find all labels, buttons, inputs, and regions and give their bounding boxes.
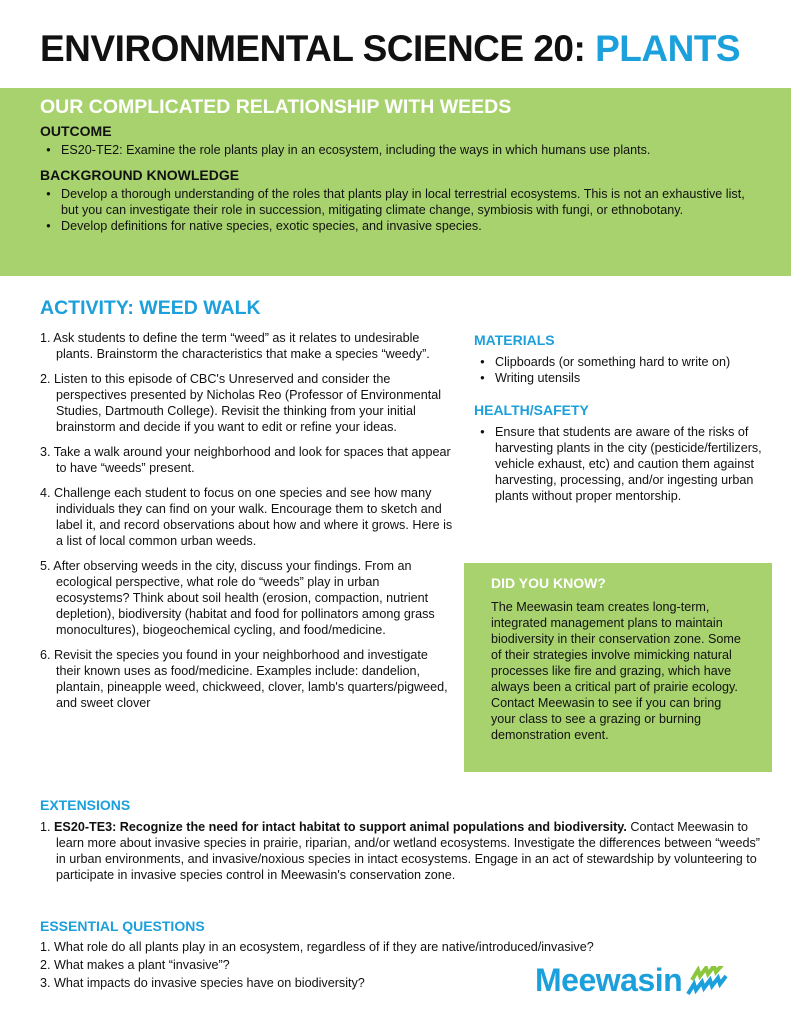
list-item: ● Ensure that students are aware of the risks of harvesting plants in the city (pesticide/fertilizers, vehicle exhaust, etc) and caution them against harvesting, processing, and/or ingesting urban plants without proper mentorship. <box>474 424 774 504</box>
extension-outcome: ES20-TE3: Recognize the need for intact habitat to support animal populations and biodiversity. <box>54 820 627 834</box>
section-heading: OUR COMPLICATED RELATIONSHIP WITH WEEDS <box>40 96 512 118</box>
outcome-list <box>40 142 751 158</box>
background-list <box>40 186 751 234</box>
question: 3. What impacts do invasive species have on biodiversity? <box>40 976 365 990</box>
dyk-heading: DID YOU KNOW? <box>491 575 606 591</box>
list-item: ● ES20-TE2: Examine the role plants play in an ecosystem, including the ways in which humans use plants. <box>40 142 751 158</box>
activity-heading: ACTIVITY: WEED WALK <box>40 297 261 319</box>
list-item: ● Clipboards (or something hard to write on) <box>474 354 774 370</box>
logo-text: Meewasin <box>535 962 683 998</box>
step: 3. Take a walk around your neighborhood and look for spaces that appear to have “weeds” present. <box>40 445 451 475</box>
page-title <box>40 28 740 70</box>
materials-heading: MATERIALS <box>474 332 555 348</box>
dyk-text: The Meewasin team creates long-term, integrated management plans to maintain biodiversity in their conservation zone. Some of their strategies involve mimicking natural processes like fire and grazing, which have always been a critical part of prairie ecology. Contact Meewasin to see if you can bring your class to see a grazing or burning demonstration event. <box>491 600 741 742</box>
background-heading: BACKGROUND KNOWLEDGE <box>40 167 240 183</box>
intro-band <box>0 88 791 276</box>
meewasin-logo <box>535 962 732 999</box>
extension-item: 1. ES20-TE3: Recognize the need for intact habitat to support animal populations and biodiversity. Contact Meewasin to learn more about invasive species in prairie, riparian, and/or wetland ecosystems. Investigate the differences between “weeds” in urban environments, and invasive/noxious species in intact ecosystems. Engage in an act of stewardship by volunteering to participate in invasive species control in Meewasin's conservation zone. <box>40 820 760 882</box>
step: 6. Revisit the species you found in your neighborhood and investigate their known uses as food/medicine. Examples include: dandelion, plantain, pineapple weed, chickweed, clover, lamb's quarters/pigweed, and sweet clover <box>40 648 448 710</box>
step: 5. After observing weeds in the city, discuss your findings. From an ecological perspective, what role do “weeds” play in urban ecosystems? Think about soil health (erosion, compaction, nutrient depletion), biodiversity (habitat and food for pollinators among grass monocultures), biogeochemical cycling, and food/medicine. <box>40 559 435 637</box>
list-item: ● Writing utensils <box>474 370 774 386</box>
question: 1. What role do all plants play in an ecosystem, regardless of if they are native/introduced/invasive? <box>40 940 594 954</box>
list-item: ● Develop a thorough understanding of the roles that plants play in local terrestrial ecosystems. This is not an exhaustive list, but you can investigate their role in succession, mitigating climate change, symbiosis with fungi, or ethnobotany. <box>40 186 751 218</box>
did-you-know-box <box>464 563 772 772</box>
extensions-heading: EXTENSIONS <box>40 797 131 813</box>
step: 1. Ask students to define the term “weed” as it relates to undesirable plants. Brainstorm the characteristics that make a species “weedy”. <box>40 331 430 361</box>
title-accent: PLANTS <box>595 28 741 69</box>
list-item: ● Develop definitions for native species, exotic species, and invasive species. <box>40 218 751 234</box>
extensions <box>40 797 770 889</box>
questions-heading: ESSENTIAL QUESTIONS <box>40 918 205 934</box>
question: 2. What makes a plant “invasive”? <box>40 958 230 972</box>
extension-text: Contact Meewasin to learn more about invasive species in prairie, riparian, and/or wetland ecosystems. Investigate the differences between “weeds” in urban environments, and invasive/noxious species in intact ecosystems. Engage in an act of stewardship by volunteering to participate in invasive species control in Meewasin's conservation zone. <box>56 820 760 882</box>
step: 4. Challenge each student to focus on one species and see how many individuals they can find on your walk. Encourage them to sketch and label it, and record observations about how and where it grows. Here is a list of local common urban weeds. <box>40 486 453 548</box>
title-main: ENVIRONMENTAL SCIENCE 20: <box>40 28 596 69</box>
step: 2. Listen to this episode of CBC's Unreserved and consider the perspectives presented by Nicholas Reo (Professor of Environmental Studies, Dartmouth College). Revisit the thinking from your initial brainstorm and decide if you want to edit or refine your ideas. <box>40 372 441 434</box>
safety-heading: HEALTH/SAFETY <box>474 402 589 418</box>
activity-steps <box>40 330 455 720</box>
waves-logo-icon <box>686 966 732 996</box>
outcome-heading: OUTCOME <box>40 123 112 139</box>
sidebar <box>474 332 774 520</box>
